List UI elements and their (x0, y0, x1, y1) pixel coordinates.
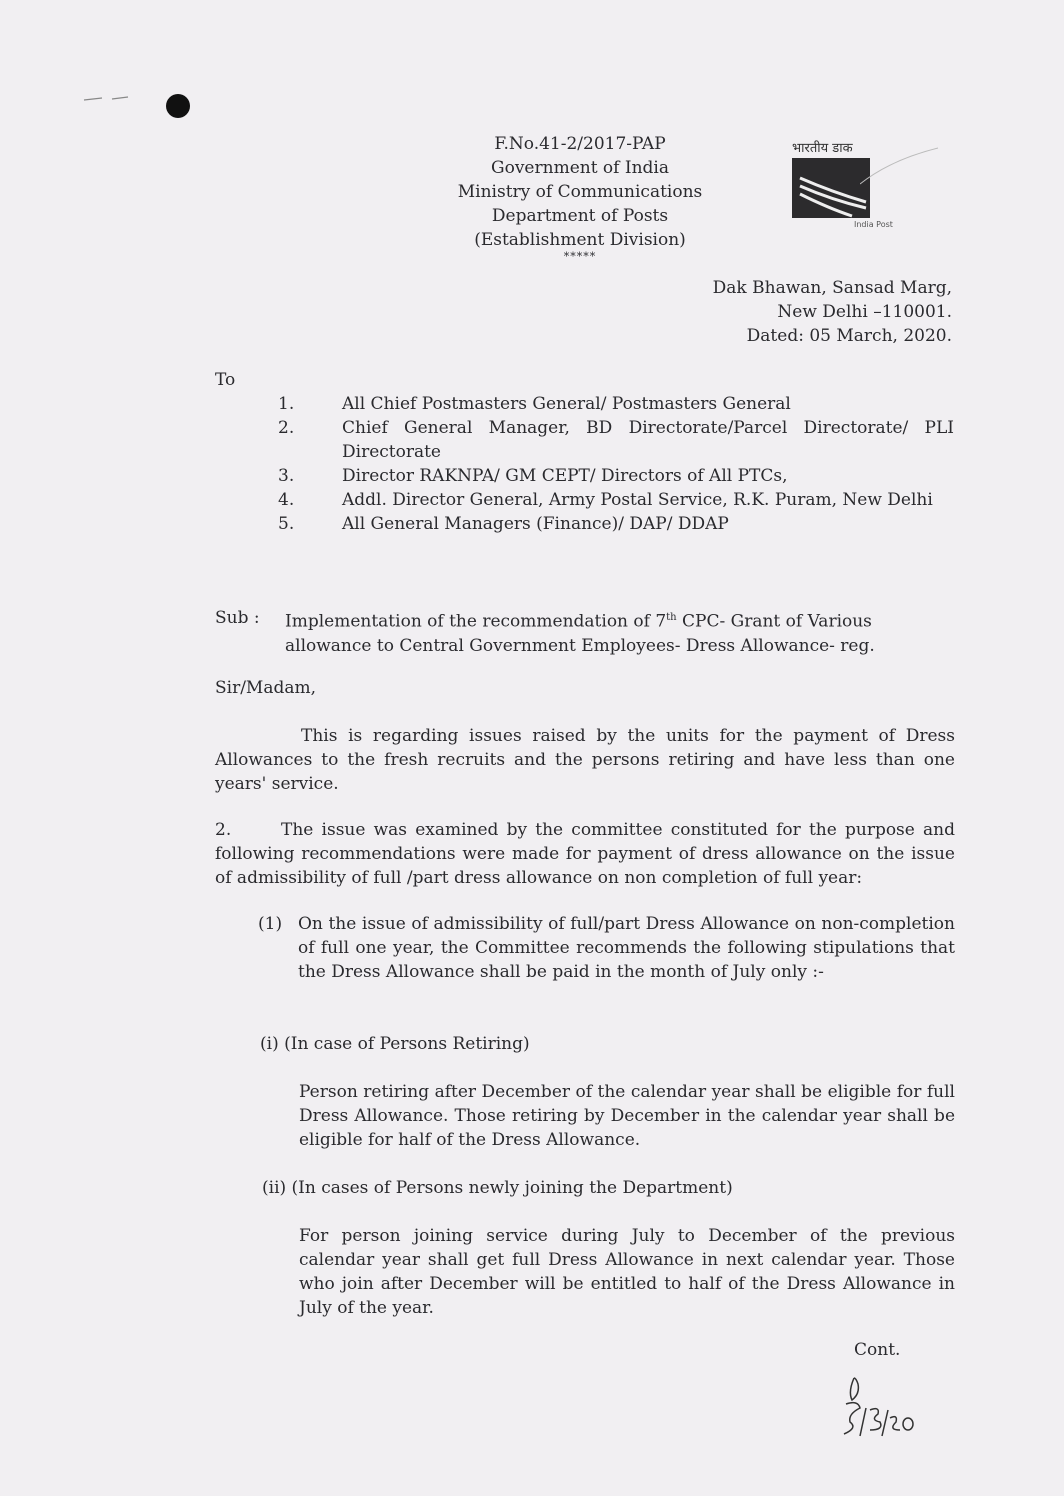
government-line: Government of India (491, 158, 669, 178)
subject-text-end: CPC- Grant of Various allowance to Central Government Employees- Dress Allowance- reg. (285, 611, 875, 656)
header-separator: ***** (563, 250, 597, 263)
india-post-logo (790, 138, 910, 234)
logo-emblem-icon (792, 158, 870, 218)
sub-item-ii-label: (ii) (In cases of Persons newly joining the Department) (262, 1178, 733, 1198)
list-item (278, 416, 954, 464)
logo-hindi-text: भारतीय डाक (792, 141, 853, 156)
list-item (278, 392, 954, 416)
list-item-text: Chief General Manager, BD Directorate/Parcel Directorate/ PLI Directorate (342, 418, 954, 462)
logo-swoosh-icon (860, 146, 940, 186)
list-item-text: All Chief Postmasters General/ Postmasters General (342, 394, 791, 414)
subject-text (285, 606, 955, 658)
sub-item-i-text: Person retiring after December of the calendar year shall be eligible for full Dress Allowance. Those retiring by December in the calendar year shall be eligible for half of the Dress Allowance. (299, 1082, 955, 1150)
file-number: F.No.41-2/2017-PAP (494, 134, 666, 154)
list-item (278, 512, 954, 536)
item-text: On the issue of admissibility of full/part Dress Allowance on non-completion of full one year, the Committee recommends the following stipulations that the Dress Allowance shall be paid in the month of July only :- (298, 914, 955, 982)
sub-item-ii-text: For person joining service during July to December of the previous calendar year shall get full Dress Allowance in next calendar year. Those who join after December will be entitled to half of the Dress Allowance in July of the year. (299, 1226, 955, 1318)
paragraph-2 (215, 818, 955, 890)
scan-scratch-mark (82, 96, 132, 102)
list-item-number: 4. (278, 490, 295, 510)
sub-item-i-label: (i) (In case of Persons Retiring) (260, 1034, 530, 1054)
salutation: Sir/Madam, (215, 678, 317, 698)
list-item-number: 1. (278, 394, 295, 414)
logo-english-text: India Post (854, 220, 893, 229)
list-item (278, 488, 954, 512)
punch-hole-mark (166, 94, 190, 118)
subject-text-start: Implementation of the recommendation of 7 (285, 611, 667, 632)
to-label: To (215, 370, 236, 390)
paragraph-1: This is regarding issues raised by the units for the payment of Dress Allowances to the fresh recruits and the persons retiring and have less than one years' service. (215, 726, 955, 794)
paragraph-number: 2. (215, 820, 232, 840)
division-line: (Establishment Division) (474, 230, 686, 250)
address-line-1: Dak Bhawan, Sansad Marg, (712, 278, 952, 298)
address-block (713, 276, 952, 348)
list-item-text: All General Managers (Finance)/ DAP/ DDAP (342, 514, 729, 534)
handwritten-initials-signature (836, 1374, 916, 1448)
letter-header (440, 132, 720, 262)
list-item-text: Director RAKNPA/ GM CEPT/ Directors of All PTCs, (342, 466, 788, 486)
list-item-number: 2. (278, 418, 295, 438)
recommendation-item-1 (258, 912, 955, 984)
ministry-line: Ministry of Communications (457, 182, 703, 202)
subject-label: Sub : (215, 608, 260, 628)
list-item-text: Addl. Director General, Army Postal Service, R.K. Puram, New Delhi (342, 490, 933, 510)
list-item-number: 3. (278, 466, 295, 486)
list-item-number: 5. (278, 514, 295, 534)
paragraph-2-text: The issue was examined by the committee constituted for the purpose and following recommendations were made for payment of dress allowance on the issue of admissibility of full /part dress allowance on non completion of full year: (215, 820, 955, 888)
recipient-list (278, 392, 954, 536)
list-item (278, 464, 954, 488)
subject-superscript: th (666, 612, 677, 623)
department-line: Department of Posts (491, 206, 669, 226)
address-line-2: New Delhi –110001. (777, 302, 952, 322)
continued-label: Cont. (854, 1340, 901, 1360)
item-number: (1) (258, 914, 283, 934)
letter-date: Dated: 05 March, 2020. (746, 326, 952, 346)
subject-line (215, 606, 955, 658)
